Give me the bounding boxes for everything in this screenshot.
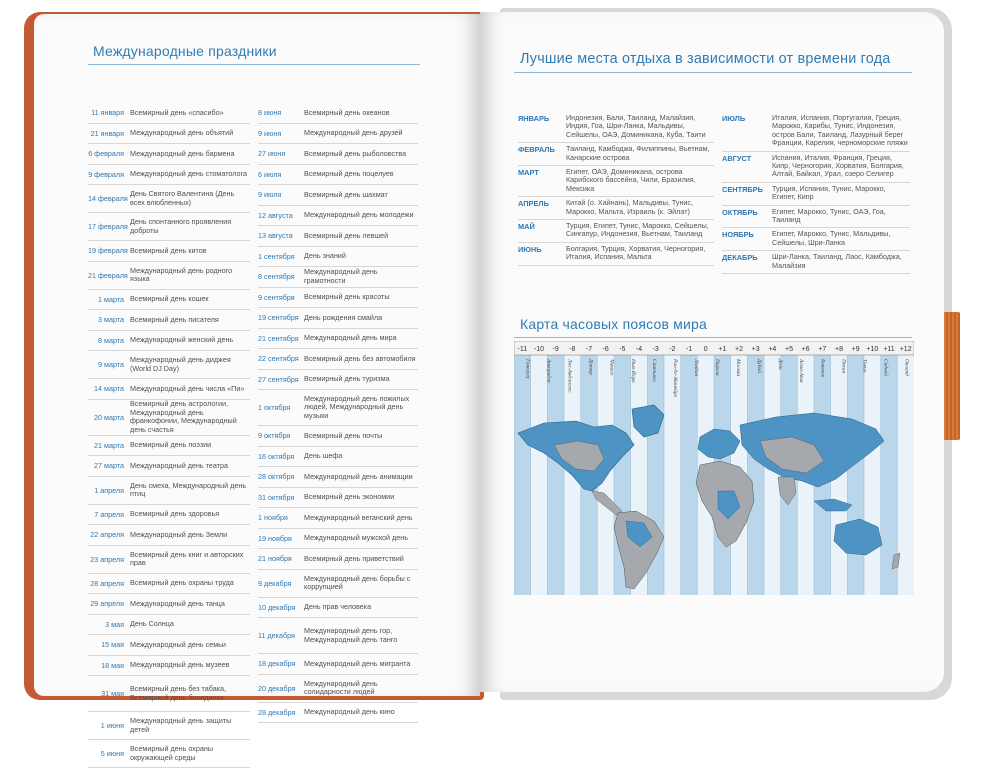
city-label: Пекин: [840, 359, 847, 374]
destination-month: АВГУСТ: [722, 153, 752, 163]
holiday-date: 6 февраля: [88, 149, 124, 159]
holiday-name: Международный день диджея (World DJ Day): [130, 355, 231, 373]
destination-month: ИЮНЬ: [518, 244, 542, 254]
holiday-row: [258, 267, 418, 288]
holiday-row: [88, 400, 250, 436]
city-label: Рио-де-Жанейро: [671, 359, 678, 398]
timezone-stripe: [897, 341, 914, 595]
destinations-column-1: [518, 112, 714, 266]
holiday-date: 28 октября: [258, 472, 295, 482]
city-label: Токио: [861, 359, 868, 373]
holiday-date: 19 февраля: [88, 246, 128, 256]
holiday-row: [88, 712, 250, 740]
timezone-stripe: [747, 341, 764, 595]
holiday-name: Международный день грамотности: [304, 267, 378, 285]
timezone-label: -7: [585, 346, 593, 353]
holiday-date: 15 мая: [101, 640, 124, 650]
holiday-name: Всемирный день китов: [130, 245, 207, 255]
holiday-name: День Солнца: [130, 619, 174, 628]
timezone-label: +5: [785, 346, 793, 353]
holiday-date: 27 марта: [94, 461, 124, 471]
destinations-title-rule: [514, 72, 912, 73]
holiday-row: [88, 525, 250, 546]
timezone-label: -4: [635, 346, 643, 353]
destination-month: АПРЕЛЬ: [518, 199, 549, 209]
destination-places: Шри-Ланка, Таиланд, Лаос, Камбоджа, Малайзия: [772, 252, 902, 270]
holiday-row: [258, 529, 418, 550]
holiday-name: День шефа: [304, 451, 343, 460]
holiday-name: Международный день друзей: [304, 128, 403, 137]
holiday-name: День Святого Валентина (День всех влюбленных): [130, 189, 235, 207]
destination-month: МАЙ: [518, 222, 535, 232]
holiday-date: 8 июня: [258, 108, 282, 118]
holiday-name: День спонтанного проявления доброты: [130, 217, 232, 235]
holiday-name: Всемирный день рыболовства: [304, 148, 407, 158]
destination-month: ИЮЛЬ: [722, 114, 746, 123]
holiday-date: 1 апреля: [94, 485, 124, 495]
destination-row: [518, 197, 714, 220]
destination-row: [722, 183, 910, 206]
holiday-name: Всемирный день туризма: [304, 374, 390, 383]
holiday-row: [88, 546, 250, 574]
holiday-name: День прав человека: [304, 602, 372, 611]
holiday-date: 19 ноября: [258, 533, 292, 543]
holiday-date: 1 октября: [258, 403, 291, 412]
holiday-date: 1 ноября: [258, 513, 288, 523]
destination-places: Италия, Испания, Португалия, Греция, Марокко, Карибы, Тунис, Индонезия, остров Бали, Таиланд, Лазурный берег Франции, Карелия, черноморские пляжи: [772, 113, 908, 148]
holiday-date: 17 февраля: [88, 222, 128, 231]
holiday-date: 31 мая: [101, 689, 124, 698]
holiday-date: 29 апреля: [90, 599, 124, 609]
holiday-date: 7 апреля: [94, 509, 124, 519]
timezone-label: +7: [818, 346, 827, 353]
holiday-row: [88, 165, 250, 186]
holiday-name: Международный день танца: [130, 598, 225, 608]
holiday-name: Всемирный день приветствий: [304, 553, 404, 563]
holiday-date: 9 июня: [258, 128, 282, 138]
holiday-date: 9 февраля: [88, 169, 124, 179]
destination-row: [722, 112, 910, 152]
holiday-date: 14 марта: [94, 384, 124, 394]
holiday-date: 11 декабря: [258, 631, 295, 640]
holiday-date: 8 сентября: [258, 272, 295, 282]
holiday-name: Всемирный день писателя: [130, 314, 219, 324]
holiday-row: [258, 488, 418, 509]
holiday-row: [88, 740, 250, 768]
holidays-column-2: [258, 103, 418, 723]
destination-places: Египет, ОАЭ, Доминикана, острова Карибского бассейна, Чили, Бразилия, Мексика: [566, 167, 696, 193]
holiday-row: [258, 308, 418, 329]
destination-places: Турция, Египет, Тунис, Марокко, Сейшелы, Сингапур, Индонезия, Вьетнам, Таиланд: [566, 221, 709, 239]
holiday-row: [258, 247, 418, 268]
destination-row: [518, 243, 714, 266]
timezone-map-title-rule: [514, 337, 912, 338]
holiday-name: Международный женский день: [130, 335, 234, 344]
destination-row: [518, 143, 714, 166]
holiday-row: [88, 656, 250, 677]
destination-month: МАРТ: [518, 168, 539, 178]
city-label: Алма-Ата: [798, 359, 805, 383]
holiday-name: Всемирный день книг и авторских прав: [130, 549, 244, 567]
holiday-name: Международный день стоматолога: [130, 169, 247, 178]
holiday-name: Международный день Земли: [130, 529, 228, 539]
destination-places: Таиланд, Камбоджа, Филиппины, Вьетнам, Канарские острова: [566, 144, 710, 162]
destinations-title: Лучшие места отдыха в зависимости от времени года: [520, 51, 891, 67]
timezone-label: -11: [517, 346, 528, 353]
holiday-name: Международный день молодежи: [304, 210, 414, 219]
holiday-row: [258, 703, 418, 724]
holidays-column-1: [88, 103, 250, 768]
holiday-row: [258, 598, 418, 619]
holiday-date: 21 сентября: [258, 333, 299, 343]
holiday-name: Международный день кино: [304, 707, 395, 716]
timezone-label: -9: [552, 346, 559, 353]
holiday-name: Всемирный день астрологии, Международный день франкофонии, Международный день счастья: [130, 399, 237, 434]
city-label: Денвер: [587, 359, 594, 375]
city-label: Париж: [714, 359, 720, 376]
holiday-row: [88, 594, 250, 615]
holiday-row: [258, 206, 418, 227]
holiday-row: [258, 447, 418, 468]
holiday-row: [258, 165, 418, 186]
destination-month: ЯНВАРЬ: [518, 114, 550, 123]
holiday-date: 21 ноября: [258, 554, 292, 564]
holiday-date: 23 апреля: [90, 554, 124, 564]
timezone-label: +12: [899, 346, 912, 353]
holiday-name: Всемирный день поцелуев: [304, 169, 394, 178]
holiday-row: [258, 226, 418, 247]
holiday-row: [258, 370, 418, 391]
holiday-date: 16 октября: [258, 451, 295, 461]
holiday-date: 28 апреля: [90, 578, 124, 588]
holiday-name: Международный день родного языка: [130, 265, 233, 283]
timezone-stripe: [681, 341, 698, 595]
holiday-date: 18 мая: [101, 660, 124, 670]
holiday-date: 22 сентября: [258, 354, 299, 364]
holiday-name: Всемирный день охраны труда: [130, 578, 234, 587]
destination-places: Турция, Испания, Тунис, Марокко, Египет, Кипр: [772, 183, 886, 202]
holiday-row: [88, 262, 250, 290]
holiday-date: 21 февраля: [88, 270, 128, 280]
city-label: Гонолулу: [524, 359, 531, 379]
holiday-row: [258, 675, 418, 703]
holiday-name: Всемирный день океанов: [304, 107, 390, 117]
timezone-label: -2: [669, 346, 676, 353]
holidays-title: Международные праздники: [93, 43, 277, 59]
holiday-name: Международный день пожилых людей, Международный день музыки: [304, 393, 410, 420]
holiday-date: 1 сентября: [258, 251, 295, 261]
city-label: Лондон: [692, 359, 699, 377]
holiday-name: Международный день семьи: [130, 639, 226, 649]
holiday-date: 10 декабря: [258, 602, 296, 612]
timezone-map: [514, 341, 914, 595]
holiday-name: Всемирный день охраны окружающей среды: [130, 744, 214, 762]
holiday-row: [88, 456, 250, 477]
holiday-name: Международный веганский день: [304, 512, 413, 522]
holiday-row: [258, 570, 418, 598]
timezone-label: +8: [835, 346, 843, 353]
city-label: Сидней: [882, 359, 889, 376]
destination-row: [518, 166, 714, 197]
city-label: Москва: [735, 359, 742, 377]
holiday-date: 20 марта: [94, 412, 124, 422]
holiday-date: 20 декабря: [258, 683, 296, 693]
timezone-stripe: [864, 341, 881, 595]
holiday-row: [258, 654, 418, 675]
timezone-label: -5: [619, 346, 626, 353]
holiday-name: Всемирный день левшей: [304, 230, 389, 240]
destination-row: [518, 220, 714, 243]
holiday-name: Международный день солидарности людей: [304, 678, 378, 696]
city-label: Бангкок: [819, 359, 826, 378]
holiday-name: Международный день мигранта: [304, 658, 411, 668]
holiday-name: Всемирный день почты: [304, 430, 383, 440]
holiday-date: 5 июня: [100, 749, 124, 758]
holiday-date: 8 марта: [98, 335, 124, 345]
holiday-name: Всемирный день кошек: [130, 294, 209, 303]
holiday-row: [88, 185, 250, 213]
holiday-date: 19 сентября: [258, 313, 299, 323]
holiday-name: Всемирный день «спасибо»: [130, 107, 224, 117]
timezone-label: -3: [652, 346, 659, 353]
timezone-label: -1: [685, 346, 693, 353]
holiday-date: 14 февраля: [88, 194, 128, 203]
holiday-date: 9 марта: [98, 360, 124, 369]
timezone-label: 0: [703, 346, 708, 353]
city-label: Чикаго: [608, 359, 615, 376]
holiday-row: [88, 124, 250, 145]
holiday-date: 27 сентября: [258, 374, 299, 384]
timezone-label: +2: [735, 346, 743, 353]
holiday-name: Международный день борьбы с коррупцией: [304, 573, 411, 591]
holiday-date: 9 октября: [258, 431, 291, 441]
holiday-row: [258, 329, 418, 350]
destination-places: Египет, Марокко, Тунис, ОАЭ, Гоа, Таиланд: [772, 206, 886, 225]
destination-month: ОКТЯБРЬ: [722, 207, 758, 217]
holiday-date: 21 января: [90, 128, 124, 138]
holiday-name: Международный день бармена: [130, 148, 235, 158]
holiday-name: Всемирный день экономии: [304, 492, 395, 501]
destination-month: НОЯБРЬ: [722, 230, 754, 240]
holiday-row: [258, 103, 418, 124]
destination-month: СЕНТЯБРЬ: [722, 184, 763, 194]
holiday-row: [88, 351, 250, 379]
holiday-date: 3 марта: [98, 315, 124, 325]
destination-row: [722, 152, 910, 183]
holiday-name: Международный день объятий: [130, 128, 234, 137]
destination-row: [722, 251, 910, 274]
holiday-row: [88, 103, 250, 124]
holiday-date: 27 июня: [258, 149, 286, 159]
holiday-row: [258, 508, 418, 529]
city-label: Окленд: [903, 359, 910, 376]
holiday-name: Всемирный день здоровья: [130, 509, 220, 518]
holiday-name: Международный день защиты детей: [130, 716, 232, 734]
destination-month: ФЕВРАЛЬ: [518, 145, 555, 155]
timezone-label: +4: [768, 346, 777, 353]
holiday-name: Международный день театра: [130, 460, 228, 470]
holiday-name: Международный мужской день: [304, 533, 408, 542]
holiday-date: 13 августа: [258, 231, 293, 241]
city-label: Анкоридж: [545, 359, 552, 384]
destination-places: Китай (о. Хайнань), Мальдивы, Тунис, Марокко, Мальта, Израиль (к. Эйлат): [566, 198, 694, 216]
holiday-date: 12 августа: [258, 210, 293, 220]
destination-places: Испания, Италия, Франция, Греция, Кипр, Черногория, Хорватия, Болгария, Алтай, Байкал, Урал, озеро Селигер: [772, 152, 904, 179]
holiday-date: 11 января: [91, 108, 124, 118]
holiday-name: День смеха, Международный день птиц: [130, 480, 247, 498]
destination-month: ДЕКАБРЬ: [722, 253, 758, 263]
holiday-date: 3 мая: [105, 619, 124, 629]
timezone-map-svg: [514, 341, 914, 595]
holiday-date: 6 июля: [258, 169, 282, 179]
holiday-date: 31 октября: [258, 492, 295, 502]
holiday-row: [258, 144, 418, 165]
destination-places: Египет, Марокко, Тунис, Мальдивы, Сейшелы, Шри-Ланка: [772, 229, 891, 247]
destination-row: [722, 206, 910, 229]
holiday-row: [88, 331, 250, 352]
timezone-label: -8: [569, 346, 576, 353]
holiday-row: [88, 436, 250, 457]
city-label: Лос-Анджелес: [566, 359, 573, 393]
holiday-row: [258, 618, 418, 654]
destinations-column-2: [722, 112, 910, 274]
holiday-name: Всемирный день без автомобиля: [304, 353, 416, 363]
holiday-row: [88, 676, 250, 712]
destination-row: [518, 112, 714, 143]
timezone-label: +3: [751, 346, 760, 353]
holiday-row: [88, 615, 250, 636]
destination-places: Индонезия, Бали, Таиланд, Малайзия, Индия, Гоа, Шри-Ланка, Мальдивы, Сейшелы, ОАЭ, Доминикана, Куба, Таити: [566, 113, 706, 139]
holidays-title-rule: [88, 64, 420, 65]
holiday-row: [88, 574, 250, 595]
holiday-row: [88, 290, 250, 311]
timezone-label: +11: [883, 346, 895, 353]
timezone-stripe: [514, 341, 531, 595]
holiday-row: [88, 379, 250, 400]
holiday-row: [258, 185, 418, 206]
holiday-name: День рождения смайла: [304, 312, 383, 322]
holiday-name: Всемирный день красоты: [304, 292, 390, 301]
timezone-label: +1: [718, 346, 727, 353]
holiday-date: 1 июня: [100, 721, 124, 730]
timezone-label: -10: [533, 346, 545, 353]
holiday-name: Международный день музеев: [130, 660, 230, 669]
holiday-name: День знаний: [304, 251, 346, 260]
holiday-name: Международный день анимации: [304, 471, 413, 481]
holiday-name: Международный день гор, Международный день танго: [304, 626, 398, 644]
city-label: Сантьяго: [650, 359, 657, 382]
destination-row: [722, 228, 910, 251]
holiday-date: 22 апреля: [90, 530, 124, 540]
city-label: Дубай: [756, 359, 763, 373]
timezone-label: +10: [866, 346, 879, 353]
timezone-label: -6: [602, 346, 609, 353]
holiday-row: [88, 477, 250, 505]
destination-places: Болгария, Турция, Хорватия, Черногория, Италия, Испания, Мальта: [566, 243, 706, 262]
holiday-row: [258, 288, 418, 309]
timezone-label: +9: [851, 346, 860, 353]
timezone-stripe: [531, 341, 548, 595]
holiday-row: [258, 390, 418, 426]
holiday-row: [258, 549, 418, 570]
holiday-row: [88, 213, 250, 241]
holiday-name: Международный день мира: [304, 333, 397, 342]
holiday-row: [88, 241, 250, 262]
city-label: Дели: [777, 359, 784, 370]
holiday-row: [88, 310, 250, 331]
holiday-date: 18 декабря: [258, 659, 296, 669]
holiday-row: [258, 124, 418, 145]
holiday-name: Всемирный день без табака, Всемирный день блондинок: [130, 684, 227, 702]
holiday-row: [258, 467, 418, 488]
holiday-name: Всемирный день шахмат: [304, 189, 388, 199]
holiday-row: [88, 635, 250, 656]
timezone-label: +6: [801, 346, 810, 353]
holiday-row: [88, 505, 250, 526]
holiday-date: 9 июля: [258, 190, 282, 200]
holiday-name: Международный день числа «Пи»: [130, 383, 245, 393]
holiday-date: 21 марта: [94, 440, 124, 450]
holiday-date: 9 декабря: [258, 578, 292, 588]
holiday-name: Всемирный день поэзии: [130, 440, 212, 449]
holiday-date: 9 сентября: [258, 292, 295, 302]
holiday-date: 1 марта: [98, 294, 124, 304]
holiday-row: [258, 426, 418, 447]
holiday-date: 28 декабря: [258, 707, 296, 717]
holiday-row: [88, 144, 250, 165]
timezone-map-title: Карта часовых поясов мира: [520, 316, 707, 332]
city-label: Нью-Йорк: [629, 359, 636, 383]
holiday-row: [258, 349, 418, 370]
